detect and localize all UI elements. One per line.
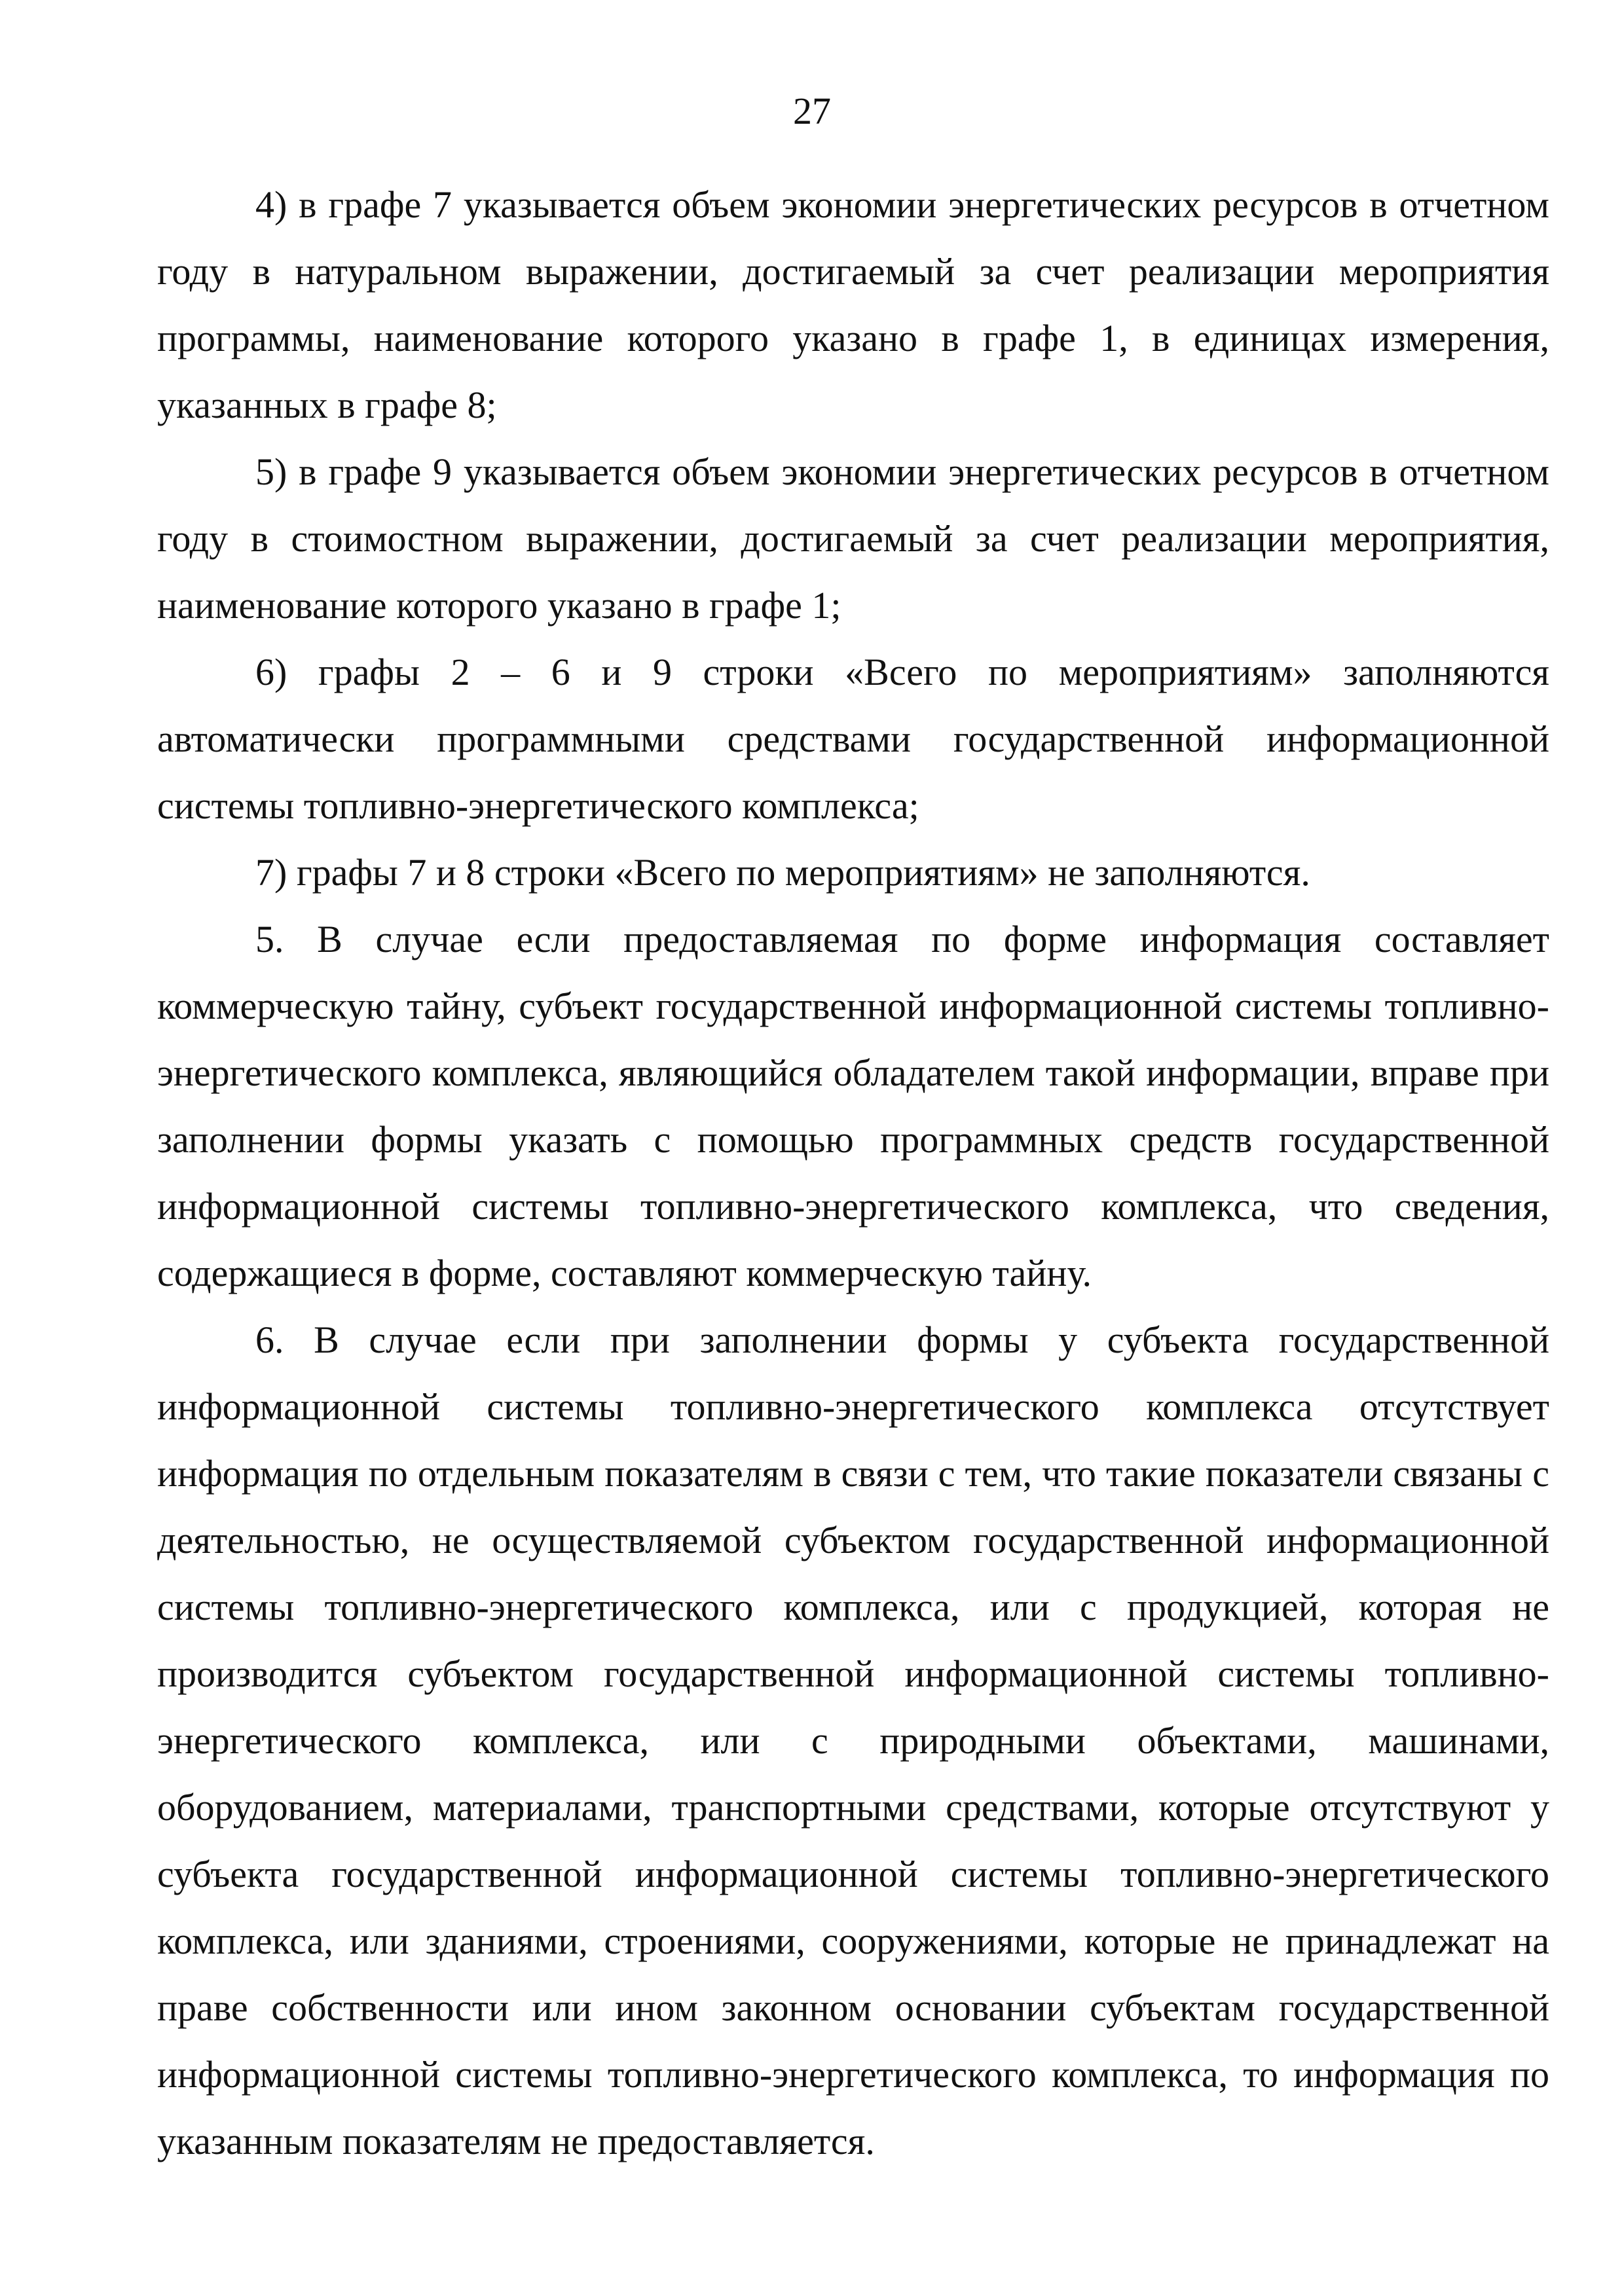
paragraph-clause-5: 5. В случае если предоставляемая по форме информация составляет коммерческую тайну, субъект государственной информационной системы топливно-энергетического комплекса, являющийся обладателем такой информации, вправе при заполнении формы указать с помощью программных средств государственной информационной системы топливно-энергетического комплекса, что сведения, содержащиеся в форме, составляют коммерческую тайну. — [157, 918, 1549, 1294]
paragraph-clause-6: 6. В случае если при заполнении формы у субъекта государственной информационной системы топливно-энергетического комплекса отсутствует информация по отдельным показателям в связи с тем, что такие показатели связаны с деятельностью, не осуществляемой субъектом государственной информационной системы топливно-энергетического комплекса, или с продукцией, которая не производится субъектом государственной информационной системы топливно-энергетического комплекса, или с природными объектами, машинами, оборудованием, материалами, транспортными средствами, которые отсутствуют у субъекта государственной информационной системы топливно-энергетического комплекса, или зданиями, строениями, сооружениями, которые не принадлежат на праве собственности или ином законном основании субъектам государственной информационной системы топливно-энергетического комплекса, то информация по указанным показателям не предоставляется. — [157, 1319, 1549, 2162]
paragraph-item-6: 6) графы 2 – 6 и 9 строки «Всего по мероприятиям» заполняются автоматически программными средствами государственной информационной системы топливно-энергетического комплекса; — [157, 651, 1549, 827]
page-number: 27 — [793, 90, 831, 132]
paragraph-item-5: 5) в графе 9 указывается объем экономии энергетических ресурсов в отчетном году в стоимостном выражении, достигаемый за счет реализации мероприятия, наименование которого указано в графе 1; — [157, 450, 1549, 627]
paragraph-item-4: 4) в графе 7 указывается объем экономии энергетических ресурсов в отчетном году в натуральном выражении, достигаемый за счет реализации мероприятия программы, наименование которого указано в графе 1, в единицах измерения, указанных в графе 8; — [157, 183, 1549, 426]
document-body — [157, 172, 1549, 2175]
paragraph-item-7: 7) графы 7 и 8 строки «Всего по мероприятиям» не заполняются. — [255, 851, 1310, 894]
